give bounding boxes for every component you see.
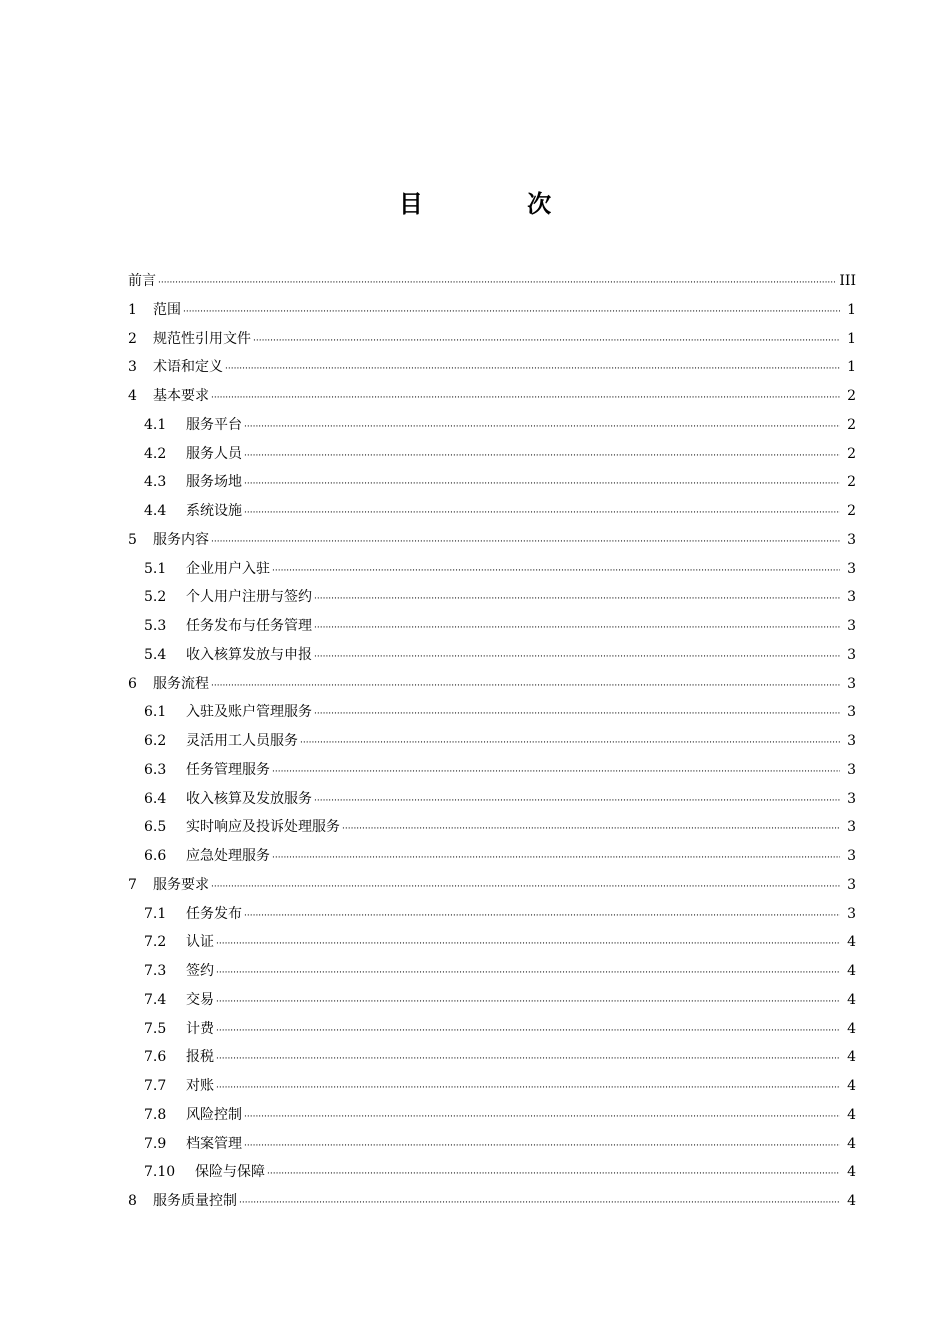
toc-entry[interactable] bbox=[128, 267, 856, 296]
toc-entry-title: 服务人员 bbox=[186, 445, 242, 462]
toc-entry[interactable] bbox=[128, 785, 856, 814]
toc-entry-number: 6.4 bbox=[144, 790, 167, 807]
table-of-contents bbox=[128, 267, 856, 1216]
toc-entry-number: 5.3 bbox=[144, 618, 167, 634]
toc-entry-title: 服务流程 bbox=[153, 675, 209, 692]
toc-entry[interactable] bbox=[128, 411, 856, 440]
toc-entry-number: 4.1 bbox=[144, 416, 167, 433]
toc-entry-number: 6.2 bbox=[144, 733, 167, 749]
toc-entry-title: 基本要求 bbox=[153, 388, 209, 404]
toc-entry-title: 服务平台 bbox=[186, 416, 242, 433]
toc-entry[interactable] bbox=[128, 1015, 856, 1044]
toc-entry-title: 规范性引用文件 bbox=[153, 330, 251, 347]
toc-entry-number: 5.4 bbox=[144, 646, 167, 663]
toc-entry-page-number: 4 bbox=[847, 1135, 856, 1152]
toc-dot-leader bbox=[216, 1045, 840, 1074]
toc-dot-leader bbox=[216, 1074, 840, 1103]
toc-entry[interactable] bbox=[128, 727, 856, 756]
toc-entry-page-number: 4 bbox=[847, 1164, 856, 1181]
toc-entry-number: 7.4 bbox=[144, 991, 167, 1008]
toc-dot-leader bbox=[314, 643, 840, 672]
toc-entry-title: 交易 bbox=[186, 991, 214, 1008]
toc-entry-page-number: 2 bbox=[847, 388, 856, 404]
toc-entry-title: 前言 bbox=[128, 273, 156, 289]
toc-entry[interactable] bbox=[128, 900, 856, 929]
toc-entry-title: 签约 bbox=[186, 963, 214, 979]
toc-entry-title: 应急处理服务 bbox=[186, 848, 270, 864]
page-title: 目 次 bbox=[398, 190, 600, 218]
toc-entry-page-number: 3 bbox=[847, 675, 856, 692]
toc-entry-page-number: 4 bbox=[847, 1049, 856, 1066]
toc-dot-leader bbox=[267, 1160, 840, 1189]
toc-entry-page-number: 4 bbox=[847, 991, 856, 1008]
toc-entry-number: 1 bbox=[128, 301, 137, 318]
toc-entry[interactable] bbox=[128, 986, 856, 1015]
toc-entry-title: 服务内容 bbox=[153, 531, 209, 548]
toc-entry[interactable] bbox=[128, 325, 856, 354]
toc-entry-page-number: 3 bbox=[847, 876, 856, 893]
toc-entry[interactable] bbox=[128, 440, 856, 469]
toc-entry-title: 个人用户注册与签约 bbox=[186, 589, 312, 606]
toc-entry-page-number: 3 bbox=[847, 905, 856, 922]
toc-entry[interactable] bbox=[128, 555, 856, 584]
toc-entry-page-number: 2 bbox=[847, 474, 856, 491]
toc-dot-leader bbox=[225, 355, 840, 384]
toc-entry-number: 4 bbox=[128, 388, 137, 404]
toc-entry[interactable] bbox=[128, 1072, 856, 1101]
toc-entry-number: 4.4 bbox=[144, 503, 167, 519]
toc-dot-leader bbox=[314, 700, 840, 729]
toc-entry-page-number: 1 bbox=[847, 330, 856, 347]
toc-entry[interactable] bbox=[128, 497, 856, 526]
toc-entry-title: 任务发布 bbox=[186, 905, 242, 922]
toc-entry-number: 6.3 bbox=[144, 761, 167, 778]
toc-entry-number: 5.2 bbox=[144, 589, 167, 606]
toc-entry-page-number: 2 bbox=[847, 445, 856, 462]
toc-dot-leader bbox=[183, 298, 840, 327]
toc-entry-title: 收入核算及发放服务 bbox=[186, 790, 312, 807]
toc-entry-number: 7.7 bbox=[144, 1078, 167, 1094]
toc-dot-leader bbox=[158, 269, 835, 298]
toc-entry-title: 认证 bbox=[186, 934, 214, 951]
toc-dot-leader bbox=[211, 528, 840, 557]
toc-dot-leader bbox=[314, 787, 840, 816]
toc-entry-page-number: 4 bbox=[847, 1106, 856, 1123]
toc-entry[interactable] bbox=[128, 957, 856, 986]
toc-entry-title: 服务场地 bbox=[186, 474, 242, 491]
toc-entry-number: 4.3 bbox=[144, 474, 167, 491]
toc-entry-title: 服务要求 bbox=[153, 876, 209, 893]
toc-entry[interactable] bbox=[128, 928, 856, 957]
toc-entry-number: 6.1 bbox=[144, 704, 167, 721]
toc-entry-page-number: 3 bbox=[847, 819, 856, 836]
toc-dot-leader bbox=[314, 585, 840, 614]
toc-entry-title: 术语和定义 bbox=[153, 359, 223, 376]
toc-entry-number: 7.2 bbox=[144, 934, 167, 951]
toc-entry-title: 范围 bbox=[153, 301, 181, 318]
toc-entry-page-number: 3 bbox=[847, 848, 856, 864]
toc-entry-title: 档案管理 bbox=[186, 1135, 242, 1152]
toc-entry-title: 风险控制 bbox=[186, 1106, 242, 1123]
toc-entry-number: 7.1 bbox=[144, 905, 167, 922]
toc-entry[interactable] bbox=[128, 813, 856, 842]
toc-dot-leader bbox=[342, 815, 840, 844]
toc-dot-leader bbox=[300, 729, 840, 758]
toc-entry-title: 对账 bbox=[186, 1078, 214, 1094]
toc-entry[interactable] bbox=[128, 612, 856, 641]
toc-entry[interactable] bbox=[128, 756, 856, 785]
toc-entry[interactable] bbox=[128, 670, 856, 699]
toc-dot-leader bbox=[244, 442, 840, 471]
toc-entry[interactable] bbox=[128, 1043, 856, 1072]
toc-entry-number: 6 bbox=[128, 675, 137, 692]
toc-entry-page-number: 2 bbox=[847, 416, 856, 433]
toc-entry[interactable] bbox=[128, 296, 856, 325]
toc-dot-leader bbox=[244, 499, 840, 528]
toc-entry[interactable] bbox=[128, 1130, 856, 1159]
toc-entry-title: 实时响应及投诉处理服务 bbox=[186, 819, 340, 836]
toc-dot-leader bbox=[253, 327, 840, 356]
toc-dot-leader bbox=[211, 384, 840, 413]
toc-entry-title: 任务管理服务 bbox=[186, 761, 270, 778]
toc-entry-page-number: 4 bbox=[847, 963, 856, 979]
toc-entry-page-number: 3 bbox=[847, 560, 856, 577]
toc-entry-title: 入驻及账户管理服务 bbox=[186, 704, 312, 721]
toc-entry-number: 3 bbox=[128, 359, 137, 376]
toc-entry-title: 保险与保障 bbox=[195, 1164, 265, 1181]
toc-dot-leader bbox=[216, 930, 840, 959]
toc-entry-title: 企业用户入驻 bbox=[186, 560, 270, 577]
toc-entry-number: 7.3 bbox=[144, 963, 167, 979]
toc-entry-page-number: 4 bbox=[847, 1020, 856, 1037]
toc-entry[interactable] bbox=[128, 353, 856, 382]
toc-entry-page-number: 3 bbox=[847, 618, 856, 634]
toc-entry-number: 7.6 bbox=[144, 1049, 167, 1066]
toc-entry-title: 报税 bbox=[186, 1049, 214, 1066]
toc-entry-page-number: 3 bbox=[847, 761, 856, 778]
toc-dot-leader bbox=[216, 988, 840, 1017]
toc-entry-title: 任务发布与任务管理 bbox=[186, 618, 312, 634]
toc-dot-leader bbox=[244, 470, 840, 499]
toc-dot-leader bbox=[211, 873, 840, 902]
toc-dot-leader bbox=[216, 959, 840, 988]
toc-dot-leader bbox=[216, 1017, 840, 1046]
toc-dot-leader bbox=[211, 672, 840, 701]
toc-entry[interactable] bbox=[128, 698, 856, 727]
toc-dot-leader bbox=[314, 614, 840, 643]
toc-entry-page-number: 3 bbox=[847, 589, 856, 606]
toc-entry-page-number: 3 bbox=[847, 646, 856, 663]
toc-entry-number: 7.8 bbox=[144, 1106, 167, 1123]
toc-dot-leader bbox=[244, 1132, 840, 1161]
toc-dot-leader bbox=[244, 1103, 840, 1132]
toc-entry-number: 4.2 bbox=[144, 445, 167, 462]
toc-entry-number: 5 bbox=[128, 531, 137, 548]
toc-entry-number: 7 bbox=[128, 876, 137, 893]
toc-entry-page-number: 4 bbox=[847, 1193, 856, 1209]
toc-entry-page-number: 3 bbox=[847, 790, 856, 807]
toc-entry-title: 收入核算发放与申报 bbox=[186, 646, 312, 663]
toc-dot-leader bbox=[239, 1189, 840, 1218]
toc-entry-title: 计费 bbox=[186, 1020, 214, 1037]
toc-entry-title: 灵活用工人员服务 bbox=[186, 733, 298, 749]
toc-entry[interactable] bbox=[128, 871, 856, 900]
toc-entry-page-number: 3 bbox=[847, 733, 856, 749]
toc-dot-leader bbox=[272, 557, 840, 586]
toc-entry[interactable] bbox=[128, 382, 856, 411]
toc-entry-number: 7.9 bbox=[144, 1135, 167, 1152]
toc-entry-page-number: 1 bbox=[847, 359, 856, 376]
toc-entry-title: 系统设施 bbox=[186, 503, 242, 519]
toc-entry-number: 8 bbox=[128, 1193, 137, 1209]
toc-entry-page-number: 1 bbox=[847, 301, 856, 318]
toc-dot-leader bbox=[272, 758, 840, 787]
toc-entry-page-number: 2 bbox=[847, 503, 856, 519]
toc-entry-page-number: III bbox=[839, 273, 856, 289]
toc-dot-leader bbox=[244, 902, 840, 931]
toc-entry[interactable] bbox=[128, 1101, 856, 1130]
toc-entry-page-number: 4 bbox=[847, 1078, 856, 1094]
toc-entry-number: 6.5 bbox=[144, 819, 167, 836]
toc-dot-leader bbox=[244, 413, 840, 442]
toc-entry-page-number: 4 bbox=[847, 934, 856, 951]
toc-dot-leader bbox=[272, 844, 840, 873]
toc-entry-page-number: 3 bbox=[847, 531, 856, 548]
toc-entry[interactable] bbox=[128, 1158, 856, 1187]
toc-entry[interactable] bbox=[128, 641, 856, 670]
toc-entry[interactable] bbox=[128, 583, 856, 612]
toc-entry-number: 6.6 bbox=[144, 848, 167, 864]
toc-entry-page-number: 3 bbox=[847, 704, 856, 721]
toc-entry-number: 7.5 bbox=[144, 1020, 167, 1037]
toc-entry[interactable] bbox=[128, 1187, 856, 1216]
toc-entry[interactable] bbox=[128, 526, 856, 555]
toc-entry-number: 7.10 bbox=[144, 1164, 176, 1181]
toc-entry-number: 2 bbox=[128, 330, 137, 347]
toc-entry-title: 服务质量控制 bbox=[153, 1193, 237, 1209]
toc-entry[interactable] bbox=[128, 468, 856, 497]
toc-entry-number: 5.1 bbox=[144, 560, 167, 577]
toc-entry[interactable] bbox=[128, 842, 856, 871]
